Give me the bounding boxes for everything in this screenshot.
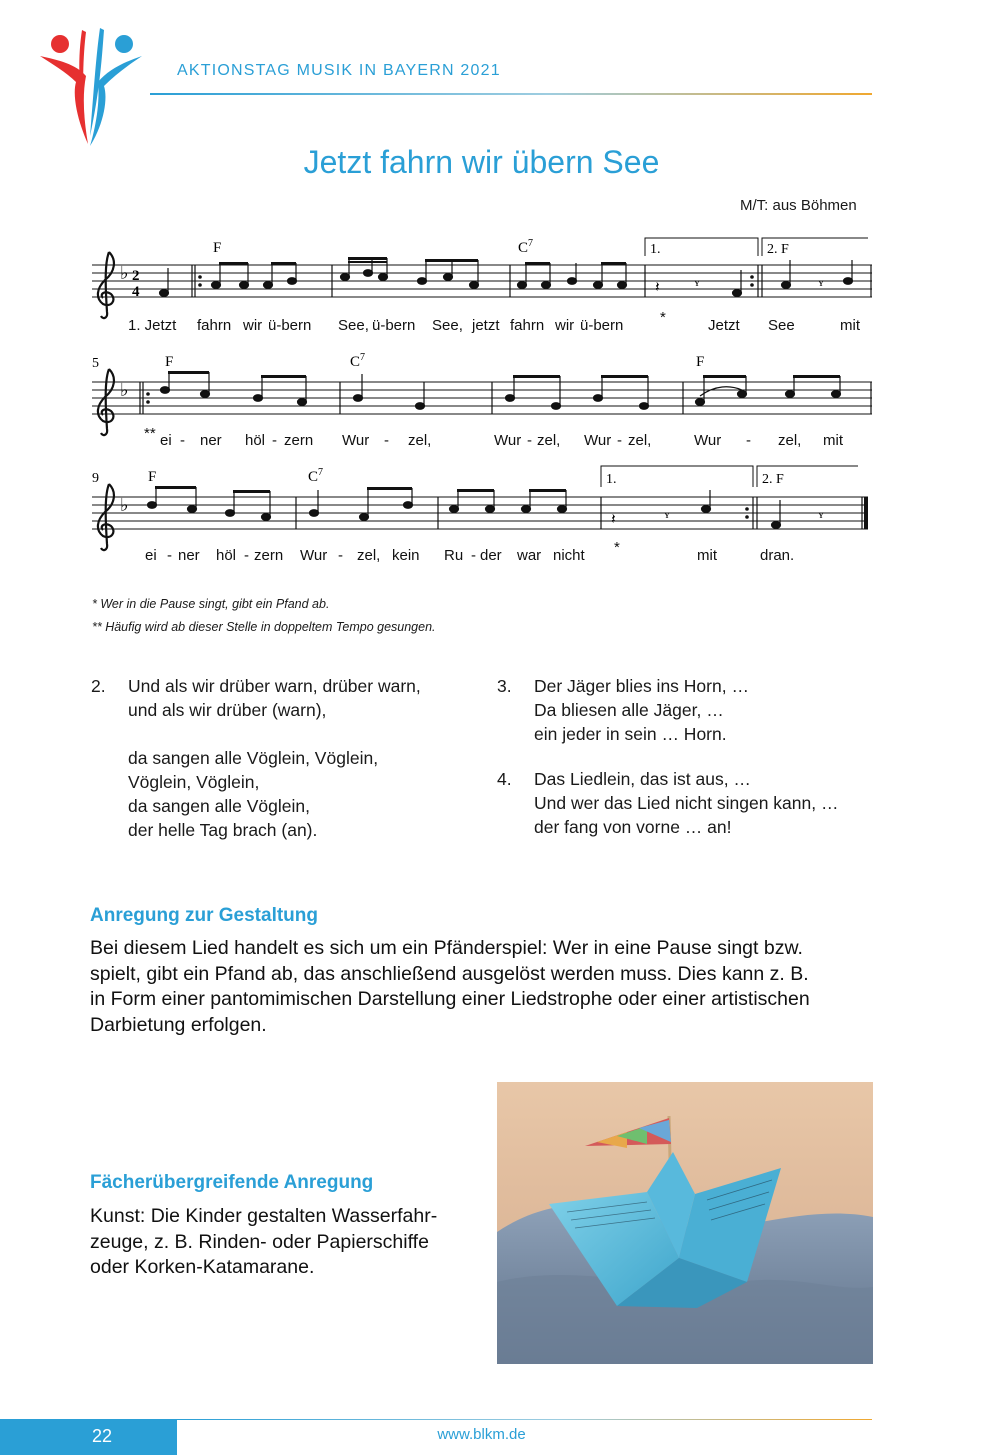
verse-line: Das Liedlein, das ist aus, … xyxy=(534,769,751,789)
svg-text:See,: See, xyxy=(432,317,463,334)
svg-text:-: - xyxy=(338,547,343,564)
svg-text:höl: höl xyxy=(216,547,237,564)
svg-text:𝄽: 𝄽 xyxy=(655,280,660,296)
chord-symbol: $C^7$ xyxy=(308,467,324,485)
svg-text:nicht: nicht xyxy=(553,547,585,564)
flat-sign: ♭ xyxy=(120,495,129,515)
svg-text:zel,: zel, xyxy=(408,432,432,449)
verse-3 xyxy=(497,674,877,754)
paragraph-line: zeuge, z. B. Rinden- oder Papierschiffe xyxy=(90,1230,429,1253)
measure-number: 9 xyxy=(92,471,99,486)
verse-line: Und wer das Lied nicht singen kann, … xyxy=(534,793,839,813)
score-system-3 xyxy=(92,466,868,564)
treble-clef xyxy=(98,369,114,435)
svg-text:jetzt: jetzt xyxy=(472,317,500,334)
score-system-1 xyxy=(92,238,872,334)
verse-line: und als wir drüber (warn), xyxy=(128,700,327,720)
svg-text:höl: höl xyxy=(245,432,266,449)
svg-text:zel,: zel, xyxy=(357,547,381,564)
svg-text:Wur: Wur xyxy=(694,432,722,449)
svg-text:ʏ: ʏ xyxy=(818,275,824,289)
song-title: Jetzt fahrn wir übern See xyxy=(303,144,660,180)
measure-number: 5 xyxy=(92,356,99,371)
svg-text:*: * xyxy=(614,539,620,556)
svg-text:-: - xyxy=(746,432,751,449)
lyrics-line-1 xyxy=(128,309,861,334)
svg-text:-: - xyxy=(272,432,277,449)
flat-sign: ♭ xyxy=(120,263,129,283)
svg-text:ü-bern: ü-bern xyxy=(372,317,416,334)
svg-text:fahrn: fahrn xyxy=(510,317,545,334)
svg-text:-: - xyxy=(471,547,476,564)
treble-clef xyxy=(98,484,114,550)
footnote-1: * Wer in die Pause singt, gibt ein Pfand ab. xyxy=(92,597,330,611)
gestaltung-paragraph xyxy=(90,936,875,1038)
svg-text:Ru: Ru xyxy=(444,547,464,564)
verse-line: Vöglein, Vöglein, xyxy=(128,772,260,792)
footer-divider xyxy=(177,1419,872,1420)
time-signature: 2 xyxy=(132,268,140,284)
svg-text:**: ** xyxy=(144,425,156,442)
svg-text:mit: mit xyxy=(697,547,717,564)
svg-text:ʏ: ʏ xyxy=(664,507,670,521)
svg-text:𝄽: 𝄽 xyxy=(611,512,616,528)
verse-line: der fang von vorne … an! xyxy=(534,817,732,837)
chord-symbol: F xyxy=(696,354,705,370)
svg-text:wir: wir xyxy=(243,317,263,334)
svg-text:-: - xyxy=(180,432,185,449)
svg-text:Wur: Wur xyxy=(300,547,328,564)
lyrics-line-3 xyxy=(145,539,794,564)
volta-1: 1. xyxy=(650,242,661,257)
svg-text:dran.: dran. xyxy=(760,547,795,564)
svg-text:See: See xyxy=(768,317,795,334)
footnote-2: ** Häufig wird ab dieser Stelle in doppeltem Tempo gesungen. xyxy=(92,620,436,634)
paragraph-line: oder Korken-Katamarane. xyxy=(90,1256,315,1278)
svg-text:ner: ner xyxy=(200,432,222,449)
svg-text:-: - xyxy=(527,432,532,449)
svg-text:war: war xyxy=(517,547,542,564)
svg-text:Wur: Wur xyxy=(494,432,522,449)
svg-text:ei: ei xyxy=(160,432,172,449)
faecher-paragraph xyxy=(90,1204,480,1281)
section-heading-gestaltung: Anregung zur Gestaltung xyxy=(90,905,318,926)
svg-text:der: der xyxy=(480,547,502,564)
chord-symbol: F xyxy=(165,354,174,370)
chord-symbol: F xyxy=(213,240,222,256)
verse-number: 4. xyxy=(497,769,512,789)
svg-text:mit: mit xyxy=(823,432,843,449)
verse-line: Und als wir drüber warn, drüber warn, xyxy=(128,676,421,696)
score-system-2 xyxy=(92,352,872,449)
song-credit: M/T: aus Böhmen xyxy=(740,197,857,214)
svg-text:zern: zern xyxy=(284,432,314,449)
svg-text:ü-bern: ü-bern xyxy=(268,317,312,334)
verse-line: Da bliesen alle Jäger, … xyxy=(534,700,724,720)
svg-text:zel,: zel, xyxy=(778,432,802,449)
svg-text:ʏ: ʏ xyxy=(694,275,700,289)
svg-text:kein: kein xyxy=(392,547,420,564)
paragraph-line: spielt, gibt ein Pfand ab, das anschließend ausgelöst werden muss. Dies kann z. B. xyxy=(90,962,809,985)
verse-number: 2. xyxy=(91,676,106,696)
paragraph-line: Kunst: Die Kinder gestalten Wasserfahr- xyxy=(90,1205,438,1227)
treble-clef xyxy=(98,252,114,318)
verse-4 xyxy=(497,767,877,847)
svg-text:zel,: zel, xyxy=(537,432,561,449)
svg-text:*: * xyxy=(660,309,666,326)
sheet-music xyxy=(0,0,1000,590)
svg-text:ner: ner xyxy=(178,547,200,564)
svg-text:wir: wir xyxy=(555,317,575,334)
svg-text:ü-bern: ü-bern xyxy=(580,317,624,334)
svg-text:Jetzt: Jetzt xyxy=(708,317,740,334)
paragraph-line: Darbietung erfolgen. xyxy=(90,1013,267,1036)
paper-boat-photo xyxy=(497,1082,873,1364)
page-number: 22 xyxy=(92,1426,113,1446)
verse-2 xyxy=(91,674,491,844)
svg-text:ʏ: ʏ xyxy=(818,507,824,521)
paragraph-line: Bei diesem Lied handelt es sich um ein Pfänderspiel: Wer in eine Pause singt bzw. xyxy=(90,937,803,959)
volta-1: 1. xyxy=(606,472,617,487)
section-heading-faecher: Fächerübergreifende Anregung xyxy=(90,1172,374,1193)
paragraph-line: in Form einer pantomimischen Darstellung einer Liedstrophe oder einer artistischen xyxy=(90,988,810,1010)
verse-line: da sangen alle Vöglein, Vöglein, xyxy=(128,748,379,768)
verse-line: der helle Tag brach (an). xyxy=(128,820,318,840)
footer-url[interactable]: www.blkm.de xyxy=(437,1426,526,1443)
svg-text:fahrn: fahrn xyxy=(197,317,232,334)
chord-symbol: $C^7$ xyxy=(518,238,534,256)
svg-text:Wur: Wur xyxy=(342,432,370,449)
verse-number: 3. xyxy=(497,676,512,696)
chord-symbol: $C^7$ xyxy=(350,352,366,370)
svg-text:-: - xyxy=(244,547,249,564)
volta-2: 2. F xyxy=(762,472,784,487)
header-title: AKTIONSTAG MUSIK IN BAYERN 2021 xyxy=(177,62,501,79)
chord-symbol: F xyxy=(148,469,157,485)
svg-text:zel,: zel, xyxy=(628,432,652,449)
svg-text:zern: zern xyxy=(254,547,284,564)
time-signature: 4 xyxy=(132,284,140,300)
svg-text:1. Jetzt: 1. Jetzt xyxy=(128,317,177,334)
verse-line: da sangen alle Vöglein, xyxy=(128,796,310,816)
volta-2: 2. F xyxy=(767,242,789,257)
verse-line xyxy=(128,722,421,746)
svg-text:-: - xyxy=(617,432,622,449)
svg-text:-: - xyxy=(167,547,172,564)
flat-sign: ♭ xyxy=(120,380,129,400)
svg-text:-: - xyxy=(384,432,389,449)
verse-line: Der Jäger blies ins Horn, … xyxy=(534,676,749,696)
lyrics-line-2 xyxy=(144,425,844,449)
svg-text:ei: ei xyxy=(145,547,157,564)
svg-text:mit: mit xyxy=(840,317,860,334)
svg-text:See,: See, xyxy=(338,317,369,334)
svg-text:Wur: Wur xyxy=(584,432,612,449)
verse-line: ein jeder in sein … Horn. xyxy=(534,724,727,744)
